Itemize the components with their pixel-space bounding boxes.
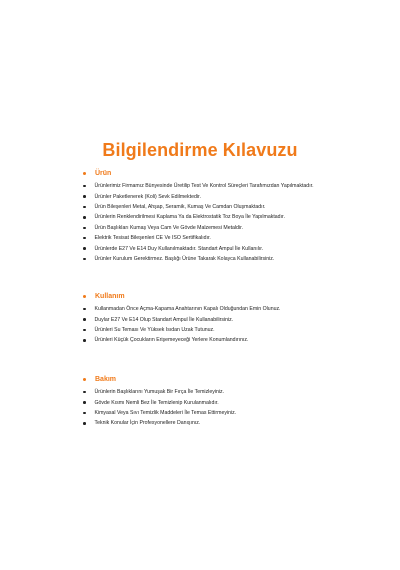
list-item-text: Gövde Kısmı Nemli Bez İle Temizlenip Kurulanmalıdır. [94, 399, 219, 406]
list-item-text: Teknik Konular İçin Profesyonellere Danışınız. [94, 420, 201, 427]
bullet-icon [83, 422, 86, 425]
list-item-text: Ürünleri Su Teması Ve Yüksek Isıdan Uzak Tutunuz. [94, 326, 215, 333]
list-item [80, 418, 380, 428]
bullet-icon [83, 195, 86, 198]
section-heading-label: Ürün [95, 169, 112, 177]
section-heading [80, 167, 380, 179]
bullet-icon [83, 185, 86, 188]
bullet-icon [83, 308, 86, 311]
bullet-icon [83, 237, 86, 240]
list-item-text: Ürünleri Küçük Çocukların Erişemeyeceği Yerlere Konumlandırınız. [94, 337, 249, 344]
list-item [80, 397, 380, 407]
bullet-icon [83, 258, 86, 261]
bullet-icon [83, 339, 86, 342]
bullet-icon [83, 401, 86, 404]
section-urun [80, 167, 380, 264]
section-heading [80, 373, 380, 385]
list-item [80, 233, 380, 243]
section-heading [80, 290, 380, 302]
list-item-text: Ürünlerimiz Firmamız Bünyesinde Üretilip Test Ve Kontrol Süreçleri Tarafımızdan Yapılmaktadır. [94, 183, 314, 190]
bullet-icon [83, 247, 86, 250]
list-item-text: Ürünler Paketlenerek (Koli) Sevk Edilmektedir. [94, 193, 201, 200]
list-item [80, 181, 380, 191]
list-item-text: Ürünlerin Başlıklarını Yumuşak Bir Fırça İle Temizleyiniz. [94, 389, 225, 396]
bullet-icon [83, 378, 86, 381]
bullet-icon [83, 412, 86, 415]
bullet-icon [83, 206, 86, 209]
list-item-text: Ürünlerin Renklendirilmesi Kaplama Ya da Elektrostatik Toz Boya İle Yapılmaktadır. [94, 214, 285, 221]
bullet-icon [83, 216, 86, 219]
bullet-icon [83, 391, 86, 394]
list-item [80, 325, 380, 335]
list-item [80, 212, 380, 222]
section-heading-label: Kullanım [95, 292, 125, 300]
section-list [80, 387, 380, 429]
list-item-text: Kullanmadan Önce Açma-Kapama Anahtarının Kapalı Olduğundan Emin Olunuz. [94, 306, 281, 313]
list-item-text: Ürün Bileşenleri Metal, Ahşap, Seramik, Kumaş Ve Camdan Oluşmaktadır. [94, 203, 266, 210]
list-item [80, 243, 380, 253]
list-item-text: Ürünler Kurulum Gerektirmez. Başlığı Ürüne Takarak Kolayca Kullanabilirsiniz. [94, 255, 275, 262]
list-item-text: Duylar E27 Ve E14 Olup Standart Ampul İle Kullanabilirsiniz. [94, 316, 234, 323]
bullet-icon [83, 227, 86, 230]
list-item-text: Ürün Başlıkları Kumaş Veya Cam Ve Gövde Malzemesi Metaldir. [94, 224, 243, 231]
list-item-text: Elektrik Tesisat Bileşenleri CE Ve ISO Sertifikalıdır. [94, 235, 211, 242]
list-item [80, 254, 380, 264]
list-item [80, 223, 380, 233]
list-item [80, 335, 380, 345]
list-item [80, 304, 380, 314]
section-list [80, 181, 380, 264]
list-item [80, 314, 380, 324]
list-item [80, 387, 380, 397]
section-bakim [80, 373, 380, 429]
section-list [80, 304, 380, 346]
bullet-icon [83, 318, 86, 321]
bullet-icon [83, 295, 86, 298]
list-item-text: Kimyasal Veya Sıvı Temizlik Maddeleri İle Temas Ettirmeyiniz. [94, 409, 237, 416]
section-heading-label: Bakım [95, 375, 117, 383]
bullet-icon [83, 172, 86, 175]
list-item [80, 408, 380, 418]
list-item-text: Ürünlerde E27 Ve E14 Duy Kullanılmaktadır. Standart Ampul İle Kullanılır. [94, 245, 264, 252]
section-kullanim [80, 290, 380, 346]
list-item [80, 202, 380, 212]
document-title: Bilgilendirme Kılavuzu [102, 140, 298, 160]
list-item [80, 191, 380, 201]
bullet-icon [83, 329, 86, 332]
